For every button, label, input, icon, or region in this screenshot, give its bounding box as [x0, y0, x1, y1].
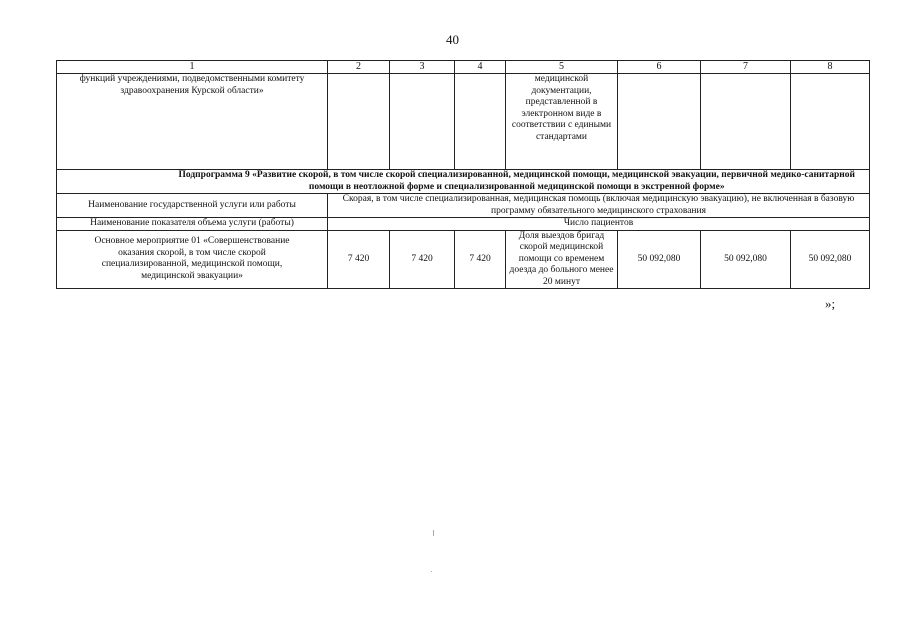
value-cell: 50 092,080 [791, 230, 870, 289]
value-cell: 50 092,080 [618, 230, 701, 289]
col-header: 2 [328, 61, 390, 74]
col-header: 7 [701, 61, 791, 74]
main-activity-row [57, 230, 870, 289]
service-name-value: Скорая, в том числе специализированная, медицинская помощь (включая медицинскую эвакуацию), не включенная в базовую программу обязательного медицинского страхования [328, 194, 870, 218]
continuation-col1: функций учреждениями, подведомственными комитету здравоохранения Курской области» [57, 74, 328, 170]
closing-quote: »; [825, 296, 836, 311]
data-table [56, 60, 870, 289]
col-header: 8 [791, 61, 870, 74]
value-cell: 50 092,080 [701, 230, 791, 289]
continuation-col5: медицинской документации, представленной в электронном виде в соответствии с едиными стандартами [506, 74, 618, 170]
value-cell: 7 420 [390, 230, 455, 289]
col-header: 4 [455, 61, 506, 74]
value-cell: 7 420 [455, 230, 506, 289]
scan-speck [433, 530, 434, 536]
col-header: 3 [390, 61, 455, 74]
column-number-row [57, 61, 870, 74]
service-name-label: Наименование государственной услуги или работы [57, 194, 328, 218]
page-number: 40 [446, 32, 459, 47]
subprogram-title: Подпрограмма 9 «Развитие скорой, в том числе скорой специализированной, медицинской помощи, медицинской эвакуации, первичной медико-санитарной помощи в неотложной форме и специализированной медицинской помощи в экстренной форме» [178, 170, 855, 192]
value-cell: 7 420 [328, 230, 390, 289]
main-activity-name: Основное мероприятие 01 «Совершенствование оказания скорой, в том числе скорой специализированной, медицинской помощи, медицинской эвакуации» [57, 230, 328, 289]
col-header: 1 [57, 61, 328, 74]
service-name-row [57, 194, 870, 218]
scan-speck [431, 571, 432, 572]
subprogram-row [57, 170, 870, 194]
volume-indicator-value: Число пациентов [328, 218, 870, 231]
indicator-name: Доля выездов бригад скорой медицинской помощи со временем доезда до больного менее 20 минут [506, 230, 618, 289]
col-header: 5 [506, 61, 618, 74]
col-header: 6 [618, 61, 701, 74]
volume-indicator-row [57, 218, 870, 231]
continuation-row [57, 74, 870, 170]
volume-indicator-label: Наименование показателя объема услуги (работы) [57, 218, 328, 231]
